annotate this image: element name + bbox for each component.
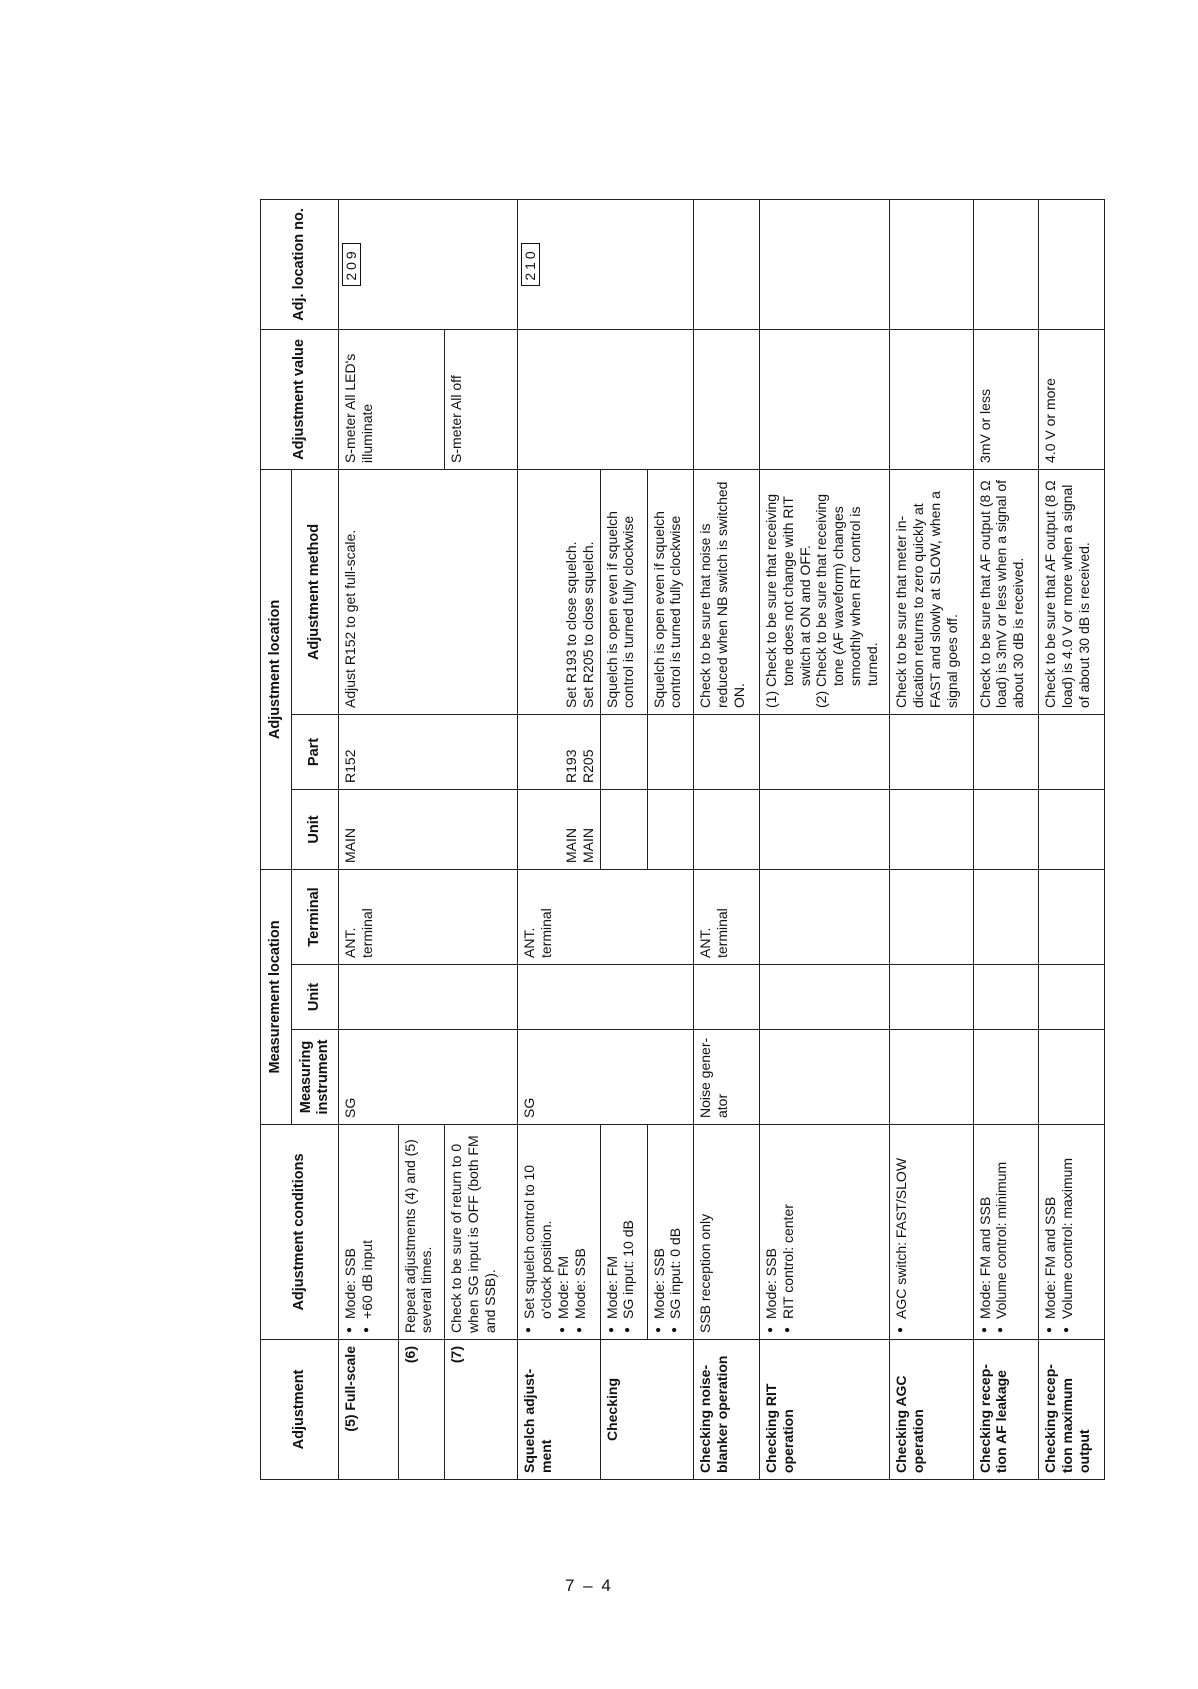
table-row	[1039, 199, 1105, 1479]
part-cell	[600, 714, 647, 789]
location-no-cell	[518, 199, 694, 329]
location-no-cell	[760, 199, 890, 329]
instrument-cell: SG	[518, 1030, 694, 1125]
adj-unit-cell	[973, 789, 1039, 869]
terminal-cell: ANT. terminal	[339, 869, 518, 964]
header-conditions: Adjustment conditions	[261, 1125, 339, 1340]
terminal-cell	[760, 869, 890, 964]
header-adjustment: Adjustment	[261, 1340, 339, 1480]
table-row	[890, 199, 973, 1479]
adj-unit-cell	[600, 789, 647, 869]
meas-unit-cell	[973, 965, 1039, 1030]
part-cell: R152	[339, 714, 518, 789]
page-number: 7 – 4	[565, 1576, 613, 1595]
value-cell: 3mV or less	[973, 329, 1039, 469]
table-row	[694, 199, 760, 1479]
terminal-cell: ANT. terminal	[694, 869, 760, 964]
method-cell: Check to be sure that AF output (8 Ω load) is 4.0 V or more when a signal of about 30 dB is received.	[1039, 469, 1105, 714]
method-line: Set R193 to close squelch.	[563, 541, 580, 708]
part-line: R205	[579, 749, 596, 783]
adjustment-name: (6)	[398, 1340, 445, 1480]
condition-item: ● Set squelch control to 10 o'clock position.	[521, 1131, 555, 1333]
condition-item: ● +60 dB input	[359, 1131, 376, 1333]
method-cell: Squelch is open even if squelch control is turned fully clockwise	[600, 469, 647, 714]
instrument-cell	[760, 1030, 890, 1125]
terminal-cell	[973, 869, 1039, 964]
value-cell	[890, 329, 973, 469]
header-adjustment-location: Adjustment location	[261, 469, 292, 869]
table-row	[973, 199, 1039, 1479]
header-measuring-instrument: Measuring instrument	[292, 1030, 339, 1125]
method-cell: Squelch is open even if squelch control is turned fully clockwise	[647, 469, 694, 714]
table-row	[518, 199, 600, 1479]
condition-item: ● RIT control: center	[780, 1131, 797, 1333]
adjustment-table	[260, 199, 1105, 1480]
adj-unit-cell	[890, 789, 973, 869]
meas-unit-cell	[339, 965, 518, 1030]
adj-unit-cell	[518, 789, 600, 869]
location-number-box: 210	[521, 243, 540, 285]
meas-unit-cell	[890, 965, 973, 1030]
method-step: (1) Check to be sure that receiving tone does not change with RIT switch at ON and OFF.	[763, 493, 813, 708]
location-no-cell	[339, 199, 518, 329]
method-line: Set R205 to close squelch.	[579, 541, 596, 708]
instrument-cell	[1039, 1030, 1105, 1125]
condition-item: ● Mode: SSB	[572, 1131, 589, 1333]
part-cell	[760, 714, 890, 789]
table-row	[339, 199, 398, 1479]
value-cell	[518, 329, 694, 469]
adjustment-name: Checking RIT operation	[760, 1340, 890, 1480]
condition-item: ● Mode: FM and SSB	[977, 1131, 994, 1333]
part-cell	[694, 714, 760, 789]
instrument-cell	[890, 1030, 973, 1125]
adjustment-name: Checking	[600, 1340, 694, 1480]
condition-item: ● SG input: 10 dB	[620, 1131, 637, 1333]
condition-item: ● Mode: FM	[555, 1131, 572, 1333]
header-adj-unit: Unit	[292, 789, 339, 869]
method-step: (2) Check to be sure that receiving tone (AF waveform) changes smoothly when RIT control is turned.	[813, 493, 880, 708]
location-no-cell	[890, 199, 973, 329]
conditions-cell	[890, 1125, 973, 1340]
condition-item: ● AGC switch: FAST/SLOW	[893, 1131, 910, 1333]
location-number-box: 209	[342, 243, 361, 285]
location-no-cell	[694, 199, 760, 329]
conditions-cell	[647, 1125, 694, 1340]
method-cell	[760, 469, 890, 714]
header-adjustment-value: Adjustment value	[261, 329, 339, 469]
table-row	[760, 199, 890, 1479]
conditions-cell	[760, 1125, 890, 1340]
condition-item: ● Mode: SSB	[651, 1131, 668, 1333]
part-line: R193	[563, 749, 580, 783]
condition-item: ● Mode: SSB	[763, 1131, 780, 1333]
header-part: Part	[292, 714, 339, 789]
conditions-cell	[973, 1125, 1039, 1340]
conditions-cell	[600, 1125, 647, 1340]
condition-item: ● Mode: FM and SSB	[1042, 1131, 1059, 1333]
location-no-cell	[973, 199, 1039, 329]
part-cell	[518, 714, 600, 789]
adjustment-name: (5) Full-scale	[339, 1340, 398, 1480]
condition-item: ● Volume control: maximum	[1059, 1131, 1076, 1333]
part-cell	[1039, 714, 1105, 789]
method-cell	[518, 469, 600, 714]
terminal-cell	[1039, 869, 1105, 964]
method-cell: Adjust R152 to get full-scale.	[339, 469, 518, 714]
adj-unit-cell	[694, 789, 760, 869]
value-cell	[694, 329, 760, 469]
header-meas-unit: Unit	[292, 965, 339, 1030]
location-no-cell	[1039, 199, 1105, 329]
condition-item: ● Mode: SSB	[342, 1131, 359, 1333]
method-cell: Check to be sure that AF output (8 Ω load) is 3mV or less when a signal of about 30 dB is received.	[973, 469, 1039, 714]
conditions-cell	[1039, 1125, 1105, 1340]
rotated-table-wrapper	[260, 200, 1105, 1480]
method-cell: Check to be sure that meter in-dication returns to zero quickly at FAST and slowly at SLOW, when a signal goes off.	[890, 469, 973, 714]
adjustment-name: Checking AGC operation	[890, 1340, 973, 1480]
terminal-cell	[890, 869, 973, 964]
terminal-cell: ANT. terminal	[518, 869, 694, 964]
part-cell	[973, 714, 1039, 789]
value-cell: S-meter All LED's illuminate	[339, 329, 445, 469]
conditions-cell: Repeat adjustments (4) and (5) several times.	[398, 1125, 445, 1340]
value-cell: 4.0 V or more	[1039, 329, 1105, 469]
instrument-cell: Noise gener-ator	[694, 1030, 760, 1125]
condition-item: ● Mode: FM	[604, 1131, 621, 1333]
adj-unit-cell	[647, 789, 694, 869]
adjustment-name: (7)	[445, 1340, 518, 1480]
meas-unit-cell	[760, 965, 890, 1030]
conditions-cell	[339, 1125, 398, 1340]
adj-unit-cell	[1039, 789, 1105, 869]
header-measurement-location: Measurement location	[261, 869, 292, 1124]
meas-unit-cell	[1039, 965, 1105, 1030]
conditions-cell: SSB reception only	[694, 1125, 760, 1340]
adj-unit-cell: MAIN	[339, 789, 518, 869]
part-cell	[890, 714, 973, 789]
value-cell: S-meter All off	[445, 329, 518, 469]
header-location-no: Adj. location no.	[261, 199, 339, 329]
conditions-cell: Check to be sure of return to 0 when SG input is OFF (both FM and SSB).	[445, 1125, 518, 1340]
adj-unit-line: MAIN	[563, 827, 580, 863]
instrument-cell: SG	[339, 1030, 518, 1125]
value-cell	[760, 329, 890, 469]
header-terminal: Terminal	[292, 869, 339, 964]
meas-unit-cell	[694, 965, 760, 1030]
conditions-cell	[518, 1125, 600, 1340]
meas-unit-cell	[518, 965, 694, 1030]
header-method: Adjustment method	[292, 469, 339, 714]
adjustment-name: Checking recep-tion AF leakage	[973, 1340, 1039, 1480]
adjustment-name: Squelch adjust-ment	[518, 1340, 600, 1480]
adjustment-name: Checking noise-blanker operation	[694, 1340, 760, 1480]
adj-unit-cell	[760, 789, 890, 869]
adj-unit-line: MAIN	[579, 827, 596, 863]
condition-item: ● SG input: 0 dB	[667, 1131, 684, 1333]
adjustment-name: Checking recep-tion maximum output	[1039, 1340, 1105, 1480]
method-cell: Check to be sure that noise is reduced when NB switch is switched ON.	[694, 469, 760, 714]
instrument-cell	[973, 1030, 1039, 1125]
condition-item: ● Volume control: minimum	[993, 1131, 1010, 1333]
part-cell	[647, 714, 694, 789]
